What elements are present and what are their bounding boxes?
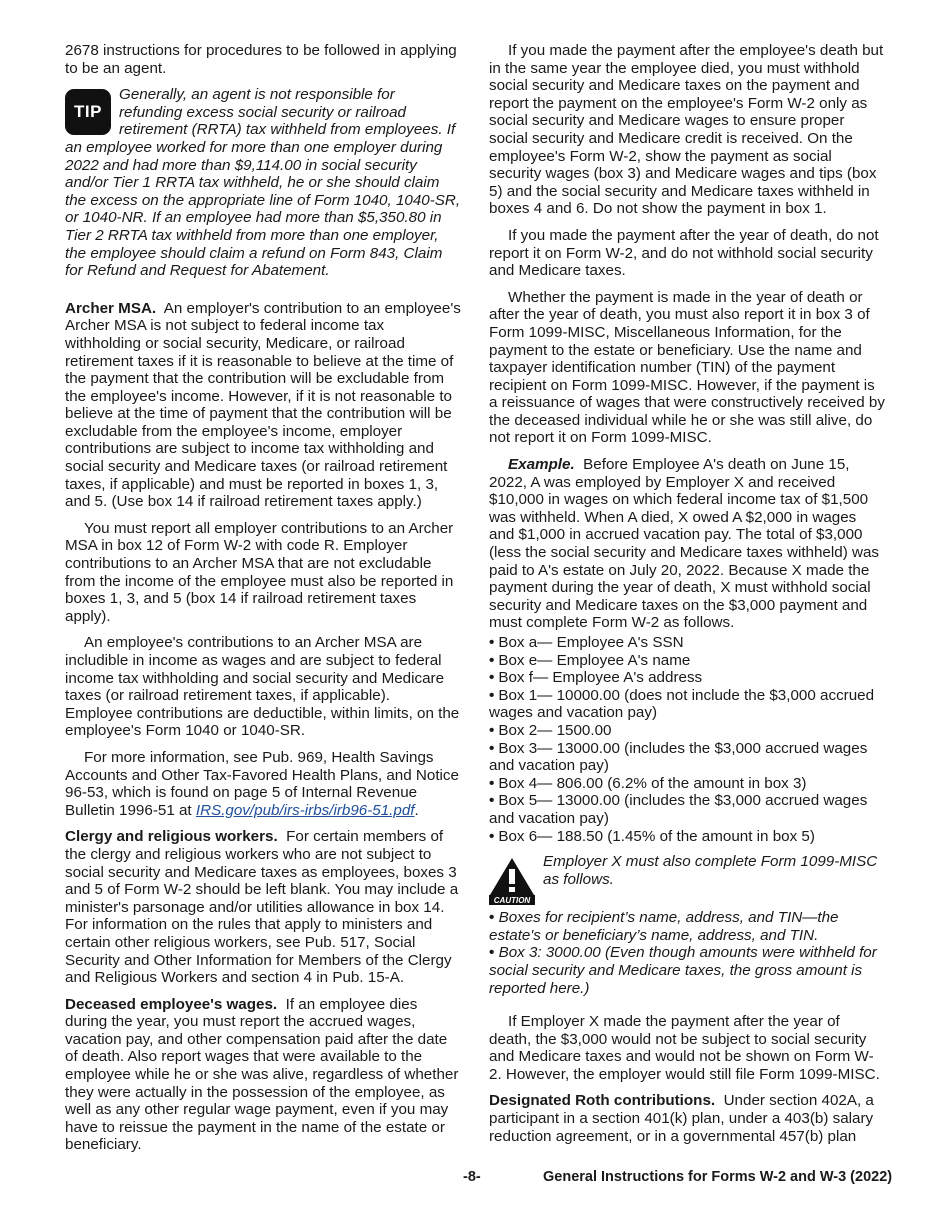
deceased-paragraph xyxy=(65,996,461,1154)
roth-text: Under section 402A, a participant in a section 401(k) plan, under a 403(b) salary reduction agreement, or in a governmental 457(b) plan xyxy=(489,1092,874,1145)
roth-paragraph xyxy=(489,1092,885,1145)
form-1099-list xyxy=(489,909,885,997)
list-item: • Box 1— 10000.00 (does not include the $3,000 accrued wages and vacation pay) xyxy=(489,686,875,722)
archer-msa-paragraph-4 xyxy=(65,749,461,819)
tip-icon: TIP xyxy=(65,89,111,135)
caution-note xyxy=(489,853,885,906)
right-column xyxy=(489,42,885,1154)
after-year-paragraph: If you made the payment after the year of death, do not report it on Form W-2, and do not withhold social security and Medicare taxes. xyxy=(489,226,879,280)
example-paragraph xyxy=(489,456,885,632)
caution-text: Employer X must also complete Form 1099-MISC as follows. xyxy=(543,853,878,888)
archer-msa-paragraph-2: You must report all employer contributions to an Archer MSA in box 12 of Form W-2 with code R. Employer contributions to an Archer MSA that are not excludable from the income of the employee must also be reported in boxes 1, 3, and 5 (box 14 if railroad retirement taxes apply). xyxy=(65,519,454,625)
form-1099-paragraph: Whether the payment is made in the year of death or after the year of death, you must also report it in box 3 of Form 1099-MISC, Miscellaneous Information, for the payment to the estate or beneficiary. Use the name and taxpayer identification number (TIN) of the payment recipient on Form 1099-MISC. However, if the payment is a reissuance of wages that were constructively received by the deceased individual while he or she was still alive, do not report it on Form 1099-MISC. xyxy=(489,288,885,447)
archer-msa-paragraph xyxy=(65,300,461,511)
example-text: Before Employee A's death on June 15, 2022, A was employed by Employer X and received $10,000 in wages on which federal income tax of $1,500 was withheld. When A died, X owed A $2,000 in wages and $1,000 in accrued vacation pay. The total of $3,000 (less the social security and Medicare taxes withheld) was paid to A's estate on July 20, 2022. Because X made the payment during the year of death, X must withhold social security and Medicare taxes on the $3,000 payment and must complete Form W-2 as follows. xyxy=(489,456,879,632)
list-item: • Boxes for recipient’s name, address, and TIN—the estate's or beneficiary’s name, address, and TIN. xyxy=(489,909,839,944)
page-number: -8- xyxy=(463,1169,481,1185)
archer-msa-paragraph-3: An employee's contributions to an Archer MSA are includible in income as wages and are subject to federal income tax withholding and social security and Medicare taxes (or railroad retirement taxes, if applicable). Employee contributions are deductible, within limits, on the employee's Form 1040 or 1040-SR. xyxy=(65,634,460,740)
archer-msa-heading: Archer MSA. xyxy=(65,299,157,317)
clergy-paragraph xyxy=(65,828,461,986)
list-item: • Box 3: 3000.00 (Even though amounts were withheld for social security and Medicare taxes, the gross amount is reported here.) xyxy=(489,944,877,997)
list-item: • Box 4— 806.00 (6.2% of the amount in box 3) xyxy=(489,774,807,792)
clergy-text: For certain members of the clergy and religious workers who are not subject to social security and Medicare taxes as employees, boxes 3 and 5 of Form W-2 should be left blank. You may include a minister's parsonage and/or utilities allowance in box 14. For information on the rules that apply to ministers and certain other religious workers, see Pub. 517, Social Security and Other Information for Members of the Clergy and Religious Workers and section 4 in Pub. 15-A. xyxy=(65,828,459,987)
caution-label: CAUTION xyxy=(493,896,531,906)
list-item: • Box 3— 13000.00 (includes the $3,000 accrued wages and vacation pay) xyxy=(489,739,868,775)
archer-msa-more-info: For more information, see Pub. 969, Health Savings Accounts and Other Tax-Favored Health Plans, and Notice 96-53, which is found on page 5 of Internal Revenue Bulletin 1996-51 at xyxy=(65,748,459,819)
left-column xyxy=(65,42,461,1163)
tip-note xyxy=(65,86,461,280)
caution-icon xyxy=(489,857,535,905)
list-item: • Box 5— 13000.00 (includes the $3,000 accrued wages and vacation pay) xyxy=(489,792,868,827)
deceased-heading: Deceased employee's wages. xyxy=(65,995,278,1013)
document-title: General Instructions for Forms W-2 and W-3 (2022) xyxy=(543,1169,893,1185)
list-item: • Box e— Employee A's name xyxy=(489,651,691,669)
roth-heading: Designated Roth contributions. xyxy=(489,1092,716,1110)
list-item: • Box 2— 1500.00 xyxy=(489,721,612,739)
irb-link[interactable]: IRS.gov/pub/irs-irbs/irb96-51.pdf xyxy=(195,801,415,819)
tip-text: Generally, an agent is not responsible for refunding excess social security or railroad retirement (RRTA) tax withheld from employees. If an employee worked for more than one employer during 2022 and had more than $9,114.00 in social security and/or Tier 1 RRTA tax withheld, he or she should claim the excess on the appropriate line of Form 1040, 1040-SR, or 1040-NR. If an employee had more than $5,350.80 in Tier 2 RRTA tax withheld from more than one employer, the employee should claim a refund on Form 843, Claim for Refund and Request for Abatement. xyxy=(65,86,461,280)
after-year-example-paragraph: If Employer X made the payment after the year of death, the $3,000 would not be subject to social security and Medicare taxes and would not be shown on Form W-2. However, the employer would still file Form 1099-MISC. xyxy=(489,1013,880,1083)
list-item: • Box a— Employee A's SSN xyxy=(489,634,684,651)
list-item: • Box f— Employee A's address xyxy=(489,669,703,687)
same-year-paragraph: If you made the payment after the employee's death but in the same year the employee died, you must withhold social security and Medicare taxes on the payment and report the payment on the employee's Form W-2 only as social security and Medicare wages to ensure proper social security and Medicare credit is received. On the employee's Form W-2, show the payment as social security wages (box 3) and Medicare wages and tips (box 5) and the social security and Medicare taxes withheld in boxes 4 and 6. Do not show the payment in box 1. xyxy=(489,42,884,218)
w2-box-list xyxy=(489,634,885,845)
deceased-text: If an employee dies during the year, you must report the accrued wages, vacation pay, and other compensation paid after the date of death. Also report wages that were available to the employee while he or she was alive, regardless of whether they were actually in the possession of the employee, as well as any other regular wage payment, even if you may have to reissue the payment in the name of the estate or beneficiary. xyxy=(65,995,459,1154)
clergy-heading: Clergy and religious workers. xyxy=(65,828,278,846)
intro-paragraph: 2678 instructions for procedures to be followed in applying to be an agent. xyxy=(65,42,457,77)
period: . xyxy=(414,801,419,819)
archer-msa-text: An employer's contribution to an employee's Archer MSA is not subject to federal income tax withholding or social security, Medicare, or railroad retirement taxes if it is reasonable to believe at the time of the payment that the contribution will be excludable from the employee's income. However, if it is not reasonable to believe at the time of payment that the contribution will be excludable from the employee's income, employer contributions are subject to income tax withholding and social security and Medicare taxes (or railroad retirement taxes, if applicable) and must be reported in boxes 1, 3, and 5. (Use box 14 if railroad retirement taxes apply.) xyxy=(65,299,461,511)
list-item: • Box 6— 188.50 (1.45% of the amount in box 5) xyxy=(489,827,815,845)
example-lead: Example. xyxy=(508,456,575,474)
